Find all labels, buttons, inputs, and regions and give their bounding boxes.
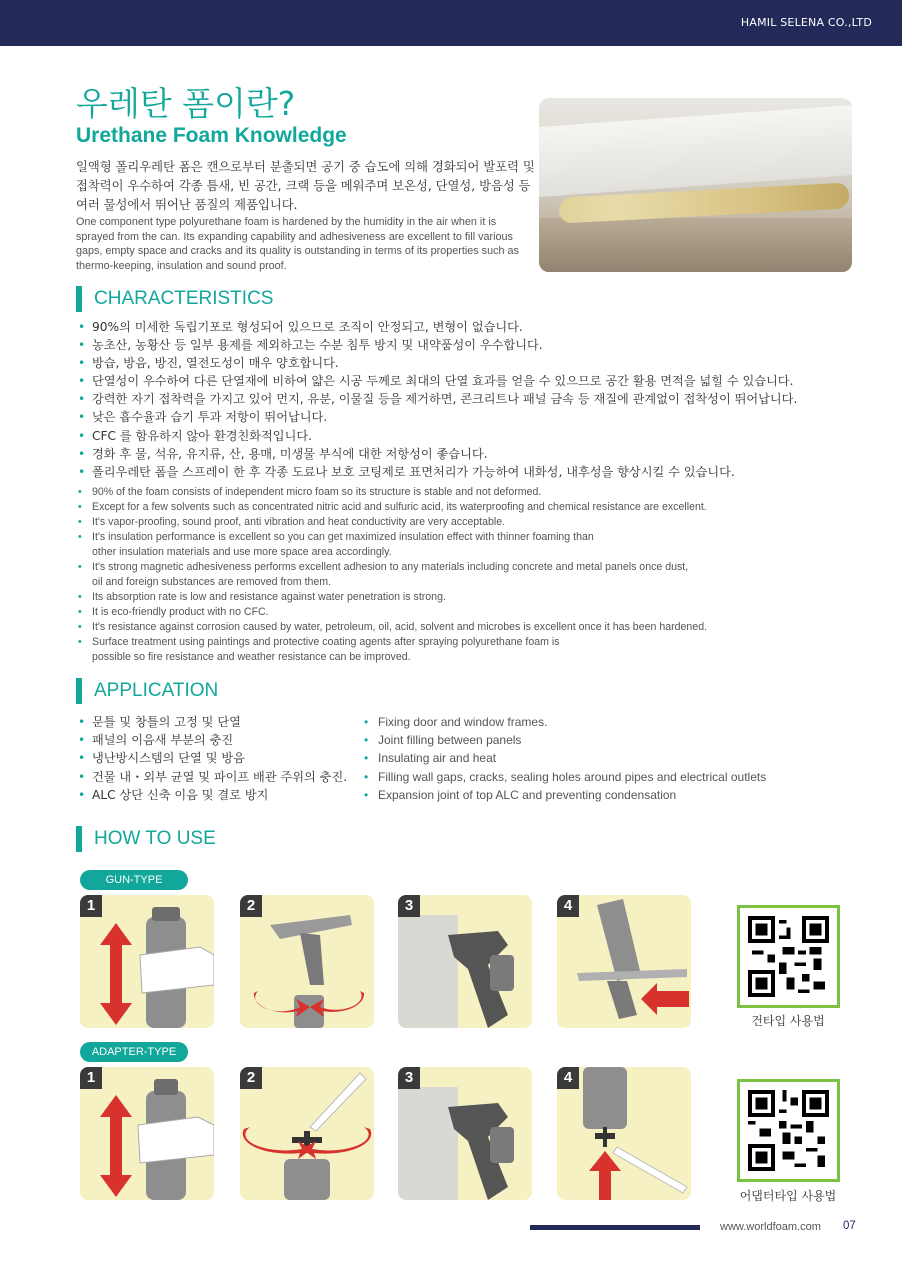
characteristic-item-en-line: • It's insulation performance is excellent so you can get maximized insulation effect with thinner foaming than bbox=[92, 531, 594, 543]
application-item-ko: • 문틀 및 창틀의 고정 및 단열 bbox=[78, 713, 347, 731]
adapter-step-2: 2 bbox=[240, 1067, 374, 1200]
adapter-type-qr-label: 어댑터타입 사용법 bbox=[739, 1189, 837, 1203]
characteristics-list-korean bbox=[78, 318, 797, 481]
footer-bar bbox=[530, 1225, 700, 1230]
characteristic-item-en-line: • It's strong magnetic adhesiveness performs excellent adhesion to any materials including concrete and metal panels once dust, bbox=[92, 561, 689, 573]
characteristic-item-ko: • 강력한 자기 접착력을 가지고 있어 먼지, 유분, 이물질 등을 제거하면, 콘크리트나 패널 금속 등 재질에 관계없이 접착성이 뛰어납니다. bbox=[78, 390, 797, 408]
characteristic-item-ko: • 단열성이 우수하여 다른 단열재에 비하여 얇은 시공 두께로 최대의 단열 효과를 얻을 수 있으므로 공간 활용 면적을 넓힐 수 있습니다. bbox=[78, 372, 797, 390]
gun-step-4: 4 bbox=[557, 895, 691, 1028]
gun-type-qr-code[interactable] bbox=[737, 905, 840, 1008]
application-item-ko: • 건물 내・외부 균열 및 파이프 배관 주위의 충진. bbox=[78, 768, 347, 786]
application-item-en: • Filling wall gaps, cracks, sealing holes around pipes and electrical outlets bbox=[364, 768, 766, 786]
characteristic-item-en bbox=[78, 590, 707, 605]
characteristic-item-ko: • CFC 를 함유하지 않아 환경친화적입니다. bbox=[78, 427, 797, 445]
characteristic-item-en bbox=[78, 560, 707, 590]
adapter-step-1: 1 bbox=[80, 1067, 214, 1200]
application-item-ko: • 패널의 이음새 부분의 충진 bbox=[78, 731, 347, 749]
adapter-step-4: 4 bbox=[557, 1067, 691, 1200]
intro-korean: 일액형 폴리우레탄 폼은 캔으로부터 분출되면 공기 중 습도에 의해 경화되어 발포력 및 접착력이 우수하여 각종 틈새, 빈 공간, 크랙 등을 메워주며 보온성, 단열성, 방음성 등 여러 물성에서 뛰어난 품질의 제품입니다. bbox=[76, 160, 535, 212]
application-list-korean bbox=[78, 713, 347, 804]
adapter-step-3: 3 bbox=[398, 1067, 532, 1200]
characteristic-item-en bbox=[78, 485, 707, 500]
page-title-korean: 우레탄 폼이란? bbox=[76, 84, 296, 123]
characteristic-item-en bbox=[78, 620, 707, 635]
characteristic-item-en-line: • Surface treatment using paintings and protective coating agents after spraying polyurethane foam is bbox=[92, 636, 560, 648]
adapter-type-label: ADAPTER-TYPE bbox=[80, 1042, 188, 1062]
characteristics-list-english bbox=[78, 485, 707, 665]
characteristic-item-en-line: • It is eco-friendly product with no CFC. bbox=[92, 606, 269, 618]
characteristic-item-en-line: • Except for a few solvents such as concentrated nitric acid and sulfuric acid, its waterproofing and chemical resistance are excellent. bbox=[92, 501, 707, 513]
gun-type-label: GUN-TYPE bbox=[80, 870, 188, 890]
application-list-english bbox=[364, 713, 766, 804]
characteristic-item-en-line: • It's resistance against corrosion caused by water, petroleum, oil, acid, solvent and microbes is excellent once it has been hardened. bbox=[92, 621, 708, 633]
characteristic-item-en bbox=[78, 530, 707, 560]
characteristic-item-en bbox=[78, 635, 707, 665]
characteristic-item-en-line: • Its absorption rate is low and resistance against water penetration is strong. bbox=[92, 591, 446, 603]
header-bar bbox=[0, 0, 902, 46]
gun-step-3: 3 bbox=[398, 895, 532, 1028]
characteristic-item-ko: • 농초산, 농황산 등 일부 용제를 제외하고는 수분 침투 방지 및 내약품성이 우수합니다. bbox=[78, 336, 797, 354]
characteristic-item-en-line: • It's vapor-proofing, sound proof, anti vibration and heat conductivity are very acceptable. bbox=[92, 516, 506, 528]
application-item-en: • Fixing door and window frames. bbox=[364, 713, 766, 731]
characteristic-item-ko: • 경화 후 물, 석유, 유지류, 산, 용매, 미생물 부식에 대한 저항성이 좋습니다. bbox=[78, 445, 797, 463]
application-item-en: • Joint filling between panels bbox=[364, 731, 766, 749]
application-item-ko: • ALC 상단 신축 이음 및 결로 방지 bbox=[78, 786, 347, 804]
characteristic-item-en bbox=[78, 500, 707, 515]
characteristic-item-en-line: • 90% of the foam consists of independent micro foam so its structure is stable and not deformed. bbox=[92, 486, 542, 498]
application-item-en: • Expansion joint of top ALC and preventing condensation bbox=[364, 786, 766, 804]
characteristic-item-en-line: other insulation materials and use more space area accordingly. bbox=[92, 546, 392, 558]
intro-english: One component type polyurethane foam is hardened by the humidity in the air when it is sprayed from the can. Its expanding capability and adhesiveness are excellent to fill various gaps, empty space and cracks and its quality is outstanding in terms of its properties such as thermo-keeping, insulation and sound proof. bbox=[76, 216, 519, 272]
page-number: 07 bbox=[843, 1220, 856, 1232]
characteristic-item-ko: • 낮은 흡수율과 습기 투과 저항이 뛰어납니다. bbox=[78, 408, 797, 426]
application-item-en: • Insulating air and heat bbox=[364, 749, 766, 767]
characteristic-item-ko: • 폴리우레탄 폼을 스프레이 한 후 각종 도료나 보호 코팅제로 표면처리가 가능하여 내화성, 내후성을 향상시킬 수 있습니다. bbox=[78, 463, 797, 481]
characteristic-item-en-line: possible so fire resistance and weather resistance can be improved. bbox=[92, 651, 411, 663]
characteristic-item-ko: • 방습, 방음, 방진, 열전도성이 매우 양호합니다. bbox=[78, 354, 797, 372]
gun-step-1: 1 bbox=[80, 895, 214, 1028]
characteristic-item-en bbox=[78, 515, 707, 530]
adapter-type-qr-code[interactable] bbox=[737, 1079, 840, 1182]
characteristic-item-ko: • 90%의 미세한 독립기포로 형성되어 있으므로 조직이 안정되고, 변형이 없습니다. bbox=[78, 318, 797, 336]
gun-step-2: 2 bbox=[240, 895, 374, 1028]
characteristic-item-en bbox=[78, 605, 707, 620]
page-title-english: Urethane Foam Knowledge bbox=[76, 124, 347, 147]
gun-type-qr-label: 건타입 사용법 bbox=[751, 1014, 825, 1028]
footer-url[interactable]: www.worldfoam.com bbox=[720, 1221, 821, 1233]
application-item-ko: • 냉난방시스템의 단열 및 방음 bbox=[78, 749, 347, 767]
foam-window-photo bbox=[539, 98, 852, 272]
characteristic-item-en-line: oil and foreign substances are removed from them. bbox=[92, 576, 332, 588]
company-name: HAMIL SELENA CO.,LTD bbox=[740, 16, 872, 29]
